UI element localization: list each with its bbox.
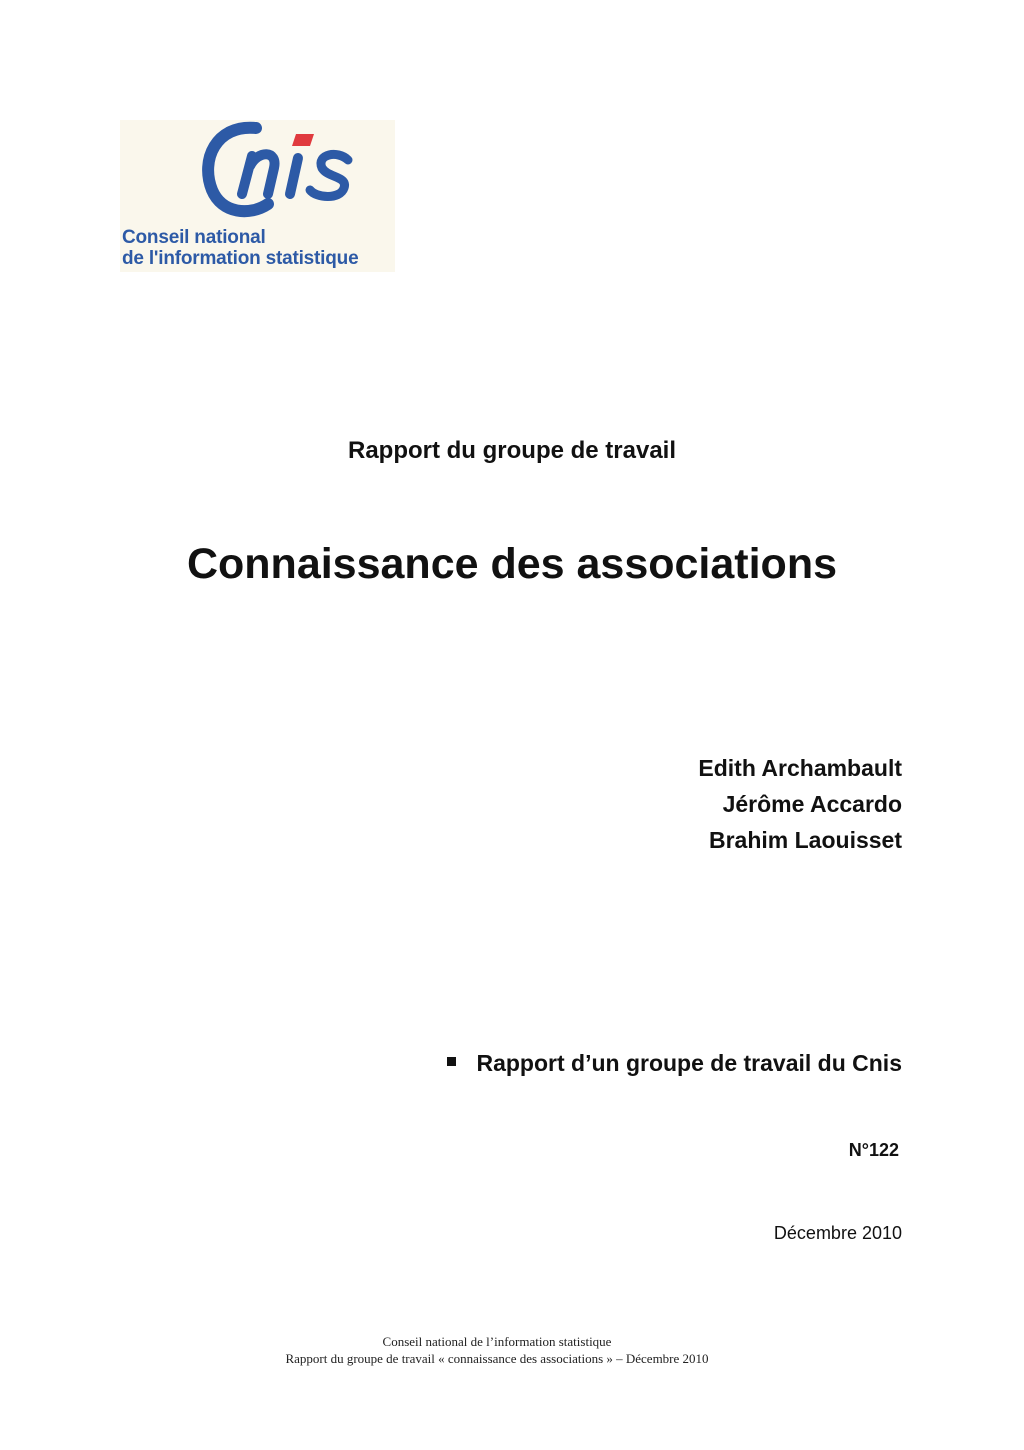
author-name: Jérôme Accardo	[722, 791, 902, 817]
square-bullet-icon	[447, 1057, 456, 1066]
page-footer	[0, 1333, 994, 1367]
report-number: N°122	[848, 1140, 899, 1160]
author-name: Brahim Laouisset	[709, 827, 902, 853]
report-subtitle: Rapport du groupe de travail	[347, 437, 677, 464]
author-name: Edith Archambault	[698, 755, 902, 781]
footer-line2: Rapport du groupe de travail « connaissance des associations » – Décembre 2010	[285, 1351, 709, 1366]
report-title: Connaissance des associations	[186, 540, 838, 588]
authors-list	[698, 750, 902, 858]
logo-text-line2: de l'information statistique	[122, 248, 359, 269]
footer-line1: Conseil national de l’information statistique	[382, 1334, 612, 1349]
logo-text-line1: Conseil national	[122, 227, 266, 248]
series-label: Rapport d’un groupe de travail du Cnis	[476, 1050, 902, 1076]
series-line	[447, 1050, 902, 1077]
publication-date: Décembre 2010	[773, 1223, 902, 1243]
cnis-logo	[120, 120, 395, 272]
cnis-wordmark-logo	[198, 120, 368, 218]
